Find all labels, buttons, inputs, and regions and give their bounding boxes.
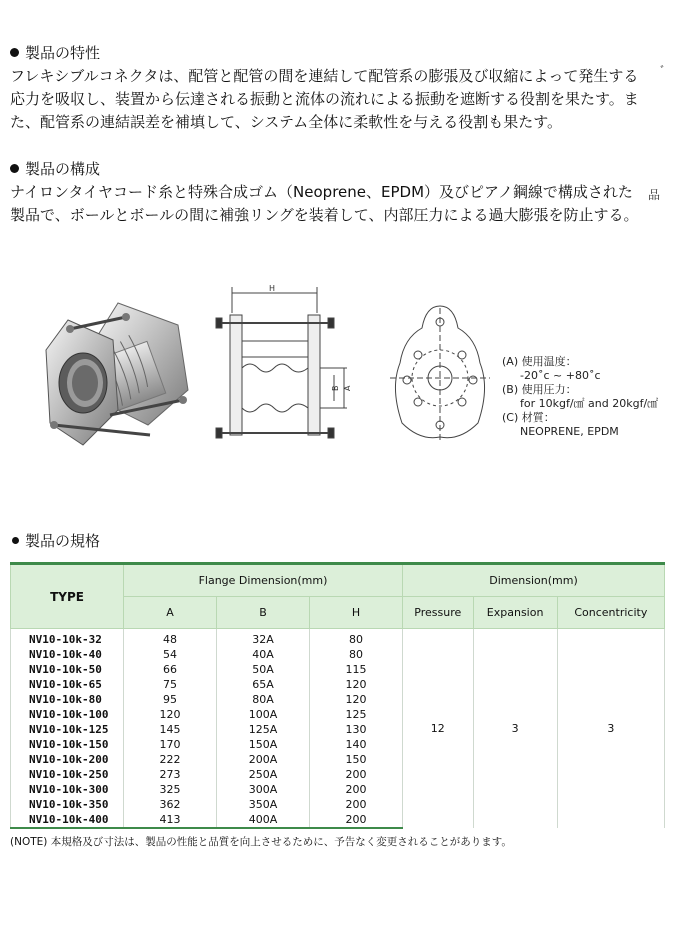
spec-heading [12,530,100,551]
label-h: H [269,284,276,293]
cell-a: 273 [124,767,217,782]
cell-a: 413 [124,812,217,828]
cell-b: 400A [217,812,310,828]
composition-line: 製品で、ボールとボールの間に補強リングを装着して、内部圧力による過大膨張を防止する。 [10,206,639,224]
cell-type: NV10-10k-65 [11,677,124,692]
cell-type: NV10-10k-40 [11,647,124,662]
table-row [11,629,665,648]
cell-type: NV10-10k-200 [11,752,124,767]
cell-a: 325 [124,782,217,797]
side-drawing [212,283,357,453]
cell-a: 95 [124,692,217,707]
cell-b: 40A [217,647,310,662]
cell-b: 125A [217,722,310,737]
cell-a: 48 [124,629,217,648]
cell-b: 250A [217,767,310,782]
header-a: A [124,597,217,629]
cell-h: 200 [310,767,403,782]
header-pressure: Pressure [403,597,474,629]
header-flange: Flange Dimension(mm) [124,564,403,597]
cell-type: NV10-10k-400 [11,812,124,828]
cell-h: 125 [310,707,403,722]
header-h: H [310,597,403,629]
cell-a: 170 [124,737,217,752]
legend-temp-value: -20˚c ~ +80˚c [520,369,601,382]
note-text: (NOTE) 本規格及び寸法は、製品の性能と品質を向上させるために、予告なく変更されることがあります。 [10,836,512,848]
legend-pressure-value: for 10kgf/㎠ and 20kgf/㎠ [520,397,659,410]
cell-h: 130 [310,722,403,737]
cell-h: 150 [310,752,403,767]
bullet-icon [12,537,19,544]
features-line: 応力を吸収し、装置から伝達される振動と流体の流れによる振動を遮断する役割を果たす。ま [10,90,639,108]
spec-table-body [11,629,665,829]
features-line: フレキシブルコネクタは、配管と配管の間を連結して配管系の膨張及び収縮によって発生する [10,67,639,85]
cell-a: 75 [124,677,217,692]
cell-h: 140 [310,737,403,752]
features-text [10,65,639,134]
composition-line: ナイロンタイヤコード糸と特殊合成ゴム（Neoprene、EPDM）及びピアノ鋼線で構成された [10,183,633,201]
bullet-icon [10,164,19,173]
cell-type: NV10-10k-80 [11,692,124,707]
cell-b: 32A [217,629,310,648]
cell-expansion: 3 [473,629,557,829]
cell-concentricity: 3 [557,629,664,829]
cell-a: 362 [124,797,217,812]
legend-temp-label: (A) 使用温度： [502,355,577,368]
cell-type: NV10-10k-250 [11,767,124,782]
cell-b: 300A [217,782,310,797]
label-b: B [331,385,340,391]
spec-table [10,562,665,829]
spec-legend [502,355,658,439]
cell-b: 80A [217,692,310,707]
cell-b: 100A [217,707,310,722]
cell-b: 150A [217,737,310,752]
header-expansion: Expansion [473,597,557,629]
cell-a: 145 [124,722,217,737]
header-b: B [217,597,310,629]
composition-text [10,181,639,227]
cell-type: NV10-10k-50 [11,662,124,677]
cell-h: 120 [310,692,403,707]
cell-a: 54 [124,647,217,662]
cell-h: 200 [310,812,403,828]
cell-b: 200A [217,752,310,767]
legend-material-label: (C) 材質： [502,411,555,424]
cell-b: 65A [217,677,310,692]
legend-pressure-label: (B) 使用圧力： [502,383,577,396]
spec-title: 製品の規格 [25,532,101,550]
composition-heading [10,158,639,179]
cell-h: 200 [310,797,403,812]
features-edge-fragment: ﾞ [660,64,667,78]
cell-h: 80 [310,647,403,662]
features-section [10,42,639,134]
flange-drawing [385,300,495,445]
label-a: A [343,385,352,391]
cell-a: 222 [124,752,217,767]
header-dimension: Dimension(mm) [403,564,665,597]
bullet-icon [10,48,19,57]
cell-pressure: 12 [403,629,474,829]
features-line: た、配管系の連結誤差を補填して、システム全体に柔軟性を与える役割も果たす。 [10,113,563,131]
composition-edge-fragment: 品 [648,188,661,202]
cell-h: 120 [310,677,403,692]
cell-a: 120 [124,707,217,722]
legend-material-value: NEOPRENE, EPDM [520,425,619,438]
cell-type: NV10-10k-350 [11,797,124,812]
features-title: 製品の特性 [25,44,101,62]
cell-type: NV10-10k-100 [11,707,124,722]
composition-section [10,158,639,227]
cell-h: 115 [310,662,403,677]
header-type: TYPE [11,564,124,629]
cell-type: NV10-10k-125 [11,722,124,737]
cell-b: 350A [217,797,310,812]
cell-a: 66 [124,662,217,677]
cell-type: NV10-10k-300 [11,782,124,797]
header-concentricity: Concentricity [557,597,664,629]
cell-type: NV10-10k-32 [11,629,124,648]
cell-type: NV10-10k-150 [11,737,124,752]
product-photo [38,295,198,455]
cell-h: 80 [310,629,403,648]
composition-title: 製品の構成 [25,160,101,178]
features-heading [10,42,639,63]
cell-h: 200 [310,782,403,797]
cell-b: 50A [217,662,310,677]
